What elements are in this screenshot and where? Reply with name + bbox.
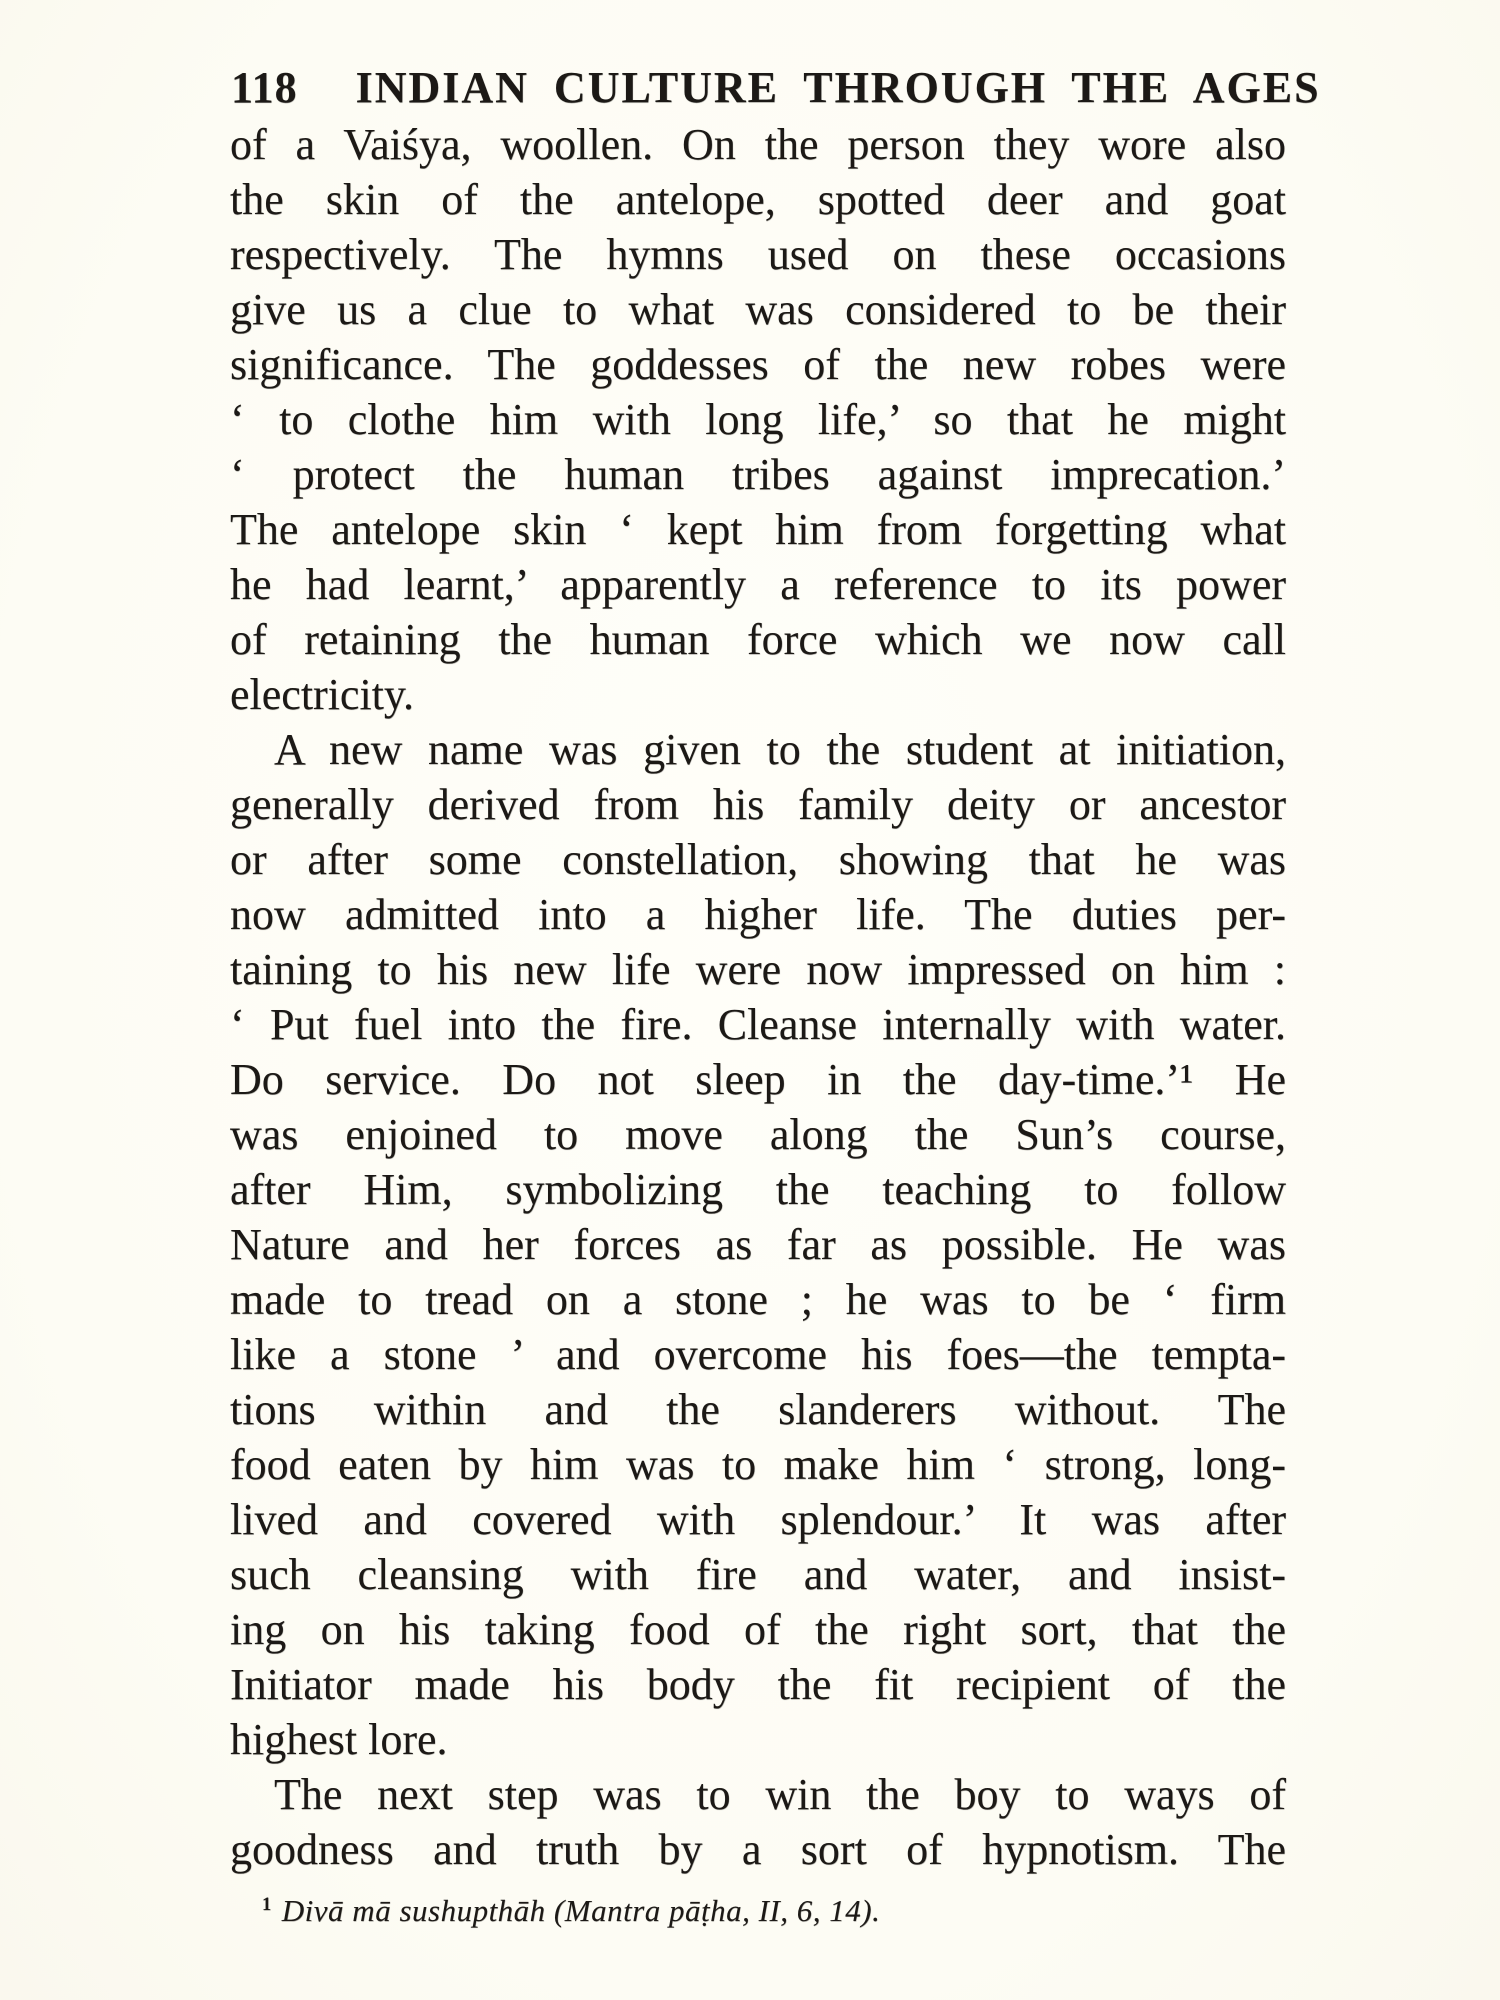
text-line: lived and covered with splendour.’ It was after bbox=[230, 1495, 1286, 1544]
text-line: food eaten by him was to make him ‘ strong, long- bbox=[230, 1440, 1286, 1489]
text-line: of retaining the human force which we now call bbox=[230, 615, 1286, 664]
text-line: respectively. The hymns used on these occasions bbox=[230, 230, 1286, 279]
text-line: like a stone ’ and overcome his foes—the tempta- bbox=[230, 1330, 1286, 1379]
text-line: goodness and truth by a sort of hypnotism. The bbox=[230, 1825, 1286, 1874]
text-line: give us a clue to what was considered to be their bbox=[230, 285, 1286, 334]
text-line: ‘ Put fuel into the fire. Cleanse internally with water. bbox=[230, 1000, 1286, 1049]
text-line: after Him, symbolizing the teaching to follow bbox=[230, 1165, 1286, 1214]
page-number: 118 bbox=[231, 63, 298, 112]
text-line: tions within and the slanderers without. The bbox=[230, 1385, 1286, 1434]
running-header bbox=[231, 62, 1321, 113]
text-line: Nature and her forces as far as possible. He was bbox=[230, 1220, 1286, 1269]
text-line: A new name was given to the student at initiation, bbox=[274, 725, 1286, 774]
text-line: such cleansing with fire and water, and insist- bbox=[230, 1550, 1286, 1599]
paragraph bbox=[230, 117, 1286, 722]
text-line: generally derived from his family deity or ancestor bbox=[230, 780, 1286, 829]
text-line: of a Vaiśya, woollen. On the person they wore also bbox=[230, 120, 1286, 169]
page-body bbox=[230, 117, 1286, 1877]
text-line: Do service. Do not sleep in the day-time.’¹ He bbox=[230, 1055, 1286, 1104]
text-line: he had learnt,’ apparently a reference to its power bbox=[230, 560, 1286, 609]
text-line: the skin of the antelope, spotted deer and goat bbox=[230, 175, 1286, 224]
text-line: highest lore. bbox=[230, 1715, 448, 1764]
text-line: The antelope skin ‘ kept him from forgetting what bbox=[230, 505, 1286, 554]
footnote bbox=[262, 1893, 1262, 1929]
text-line: was enjoined to move along the Sun’s course, bbox=[230, 1110, 1286, 1159]
paragraph bbox=[230, 1767, 1286, 1877]
text-line: taining to his new life were now impressed on him : bbox=[230, 945, 1286, 994]
running-title: INDIAN CULTURE THROUGH THE AGES bbox=[355, 63, 1321, 112]
paragraph bbox=[230, 722, 1286, 1767]
text-line: ‘ to clothe him with long life,’ so that he might bbox=[230, 395, 1286, 444]
text-line: ing on his taking food of the right sort, that the bbox=[230, 1605, 1286, 1654]
text-line: now admitted into a higher life. The duties per- bbox=[230, 890, 1286, 939]
text-line: or after some constellation, showing that he was bbox=[230, 835, 1286, 884]
text-line: Initiator made his body the fit recipient of the bbox=[230, 1660, 1286, 1709]
text-line: made to tread on a stone ; he was to be ‘ firm bbox=[230, 1275, 1286, 1324]
footnote-marker: 1 bbox=[262, 1893, 272, 1915]
text-line: The next step was to win the boy to ways of bbox=[274, 1770, 1286, 1819]
text-line: ‘ protect the human tribes against imprecation.’ bbox=[230, 450, 1286, 499]
text-line: significance. The goddesses of the new robes were bbox=[230, 340, 1286, 389]
footnote-text: Divā mā sushupthāh (Mantra pāṭha, II, 6, 14). bbox=[281, 1893, 881, 1928]
text-line: electricity. bbox=[230, 670, 415, 719]
